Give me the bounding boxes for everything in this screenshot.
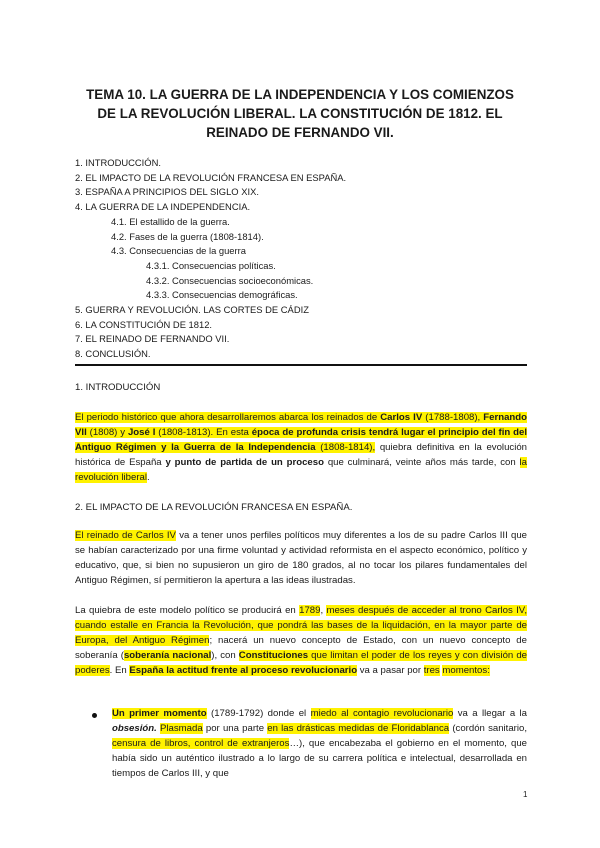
toc-item: 4.1. El estallido de la guerra.: [111, 215, 230, 227]
intro-paragraph: El periodo histórico que ahora desarrollaremos abarca los reinados de Carlos IV (1788-1808), Fernando VII (1808) y José I (1808-1813). En esta época de profunda crisis tendrá lugar el principio del fin del Antiguo Régimen y la Guerra de la Independencia (1808-1814), quiebra definitiva en la evolución histórica de España y punto de partida de un proceso que culminará, veinte años más tarde, con la revolución liberal.: [75, 412, 528, 484]
page-number: 1: [523, 790, 528, 799]
body-paragraph: El reinado de Carlos IV va a tener unos perfiles políticos muy diferentes a los de su padre Carlos III que se habían caracterizado por una firme voluntad y actividad reformista en el aspecto económico, político y educativo, que, si bien no supusieron un giro de 180 grados, al no tocar los pilares fundamentales del Antiguo Régimen, sí permitieron la apertura a las ideas ilustradas.: [75, 530, 527, 587]
toc-item: 4.3. Consecuencias de la guerra: [111, 245, 246, 257]
section-heading: 2. EL IMPACTO DE LA REVOLUCIÓN FRANCESA EN ESPAÑA.: [75, 502, 353, 513]
toc-item: 1. INTRODUCCIÓN.: [75, 157, 161, 168]
toc-item: 4.2. Fases de la guerra (1808-1814).: [111, 230, 264, 242]
toc-item: 7. EL REINADO DE FERNANDO VII.: [75, 333, 230, 345]
toc-item: 2. EL IMPACTO DE LA REVOLUCIÓN FRANCESA EN ESPAÑA.: [75, 171, 347, 183]
toc-item: 6. LA CONSTITUCIÓN DE 1812.: [75, 318, 213, 330]
list-item: Un primer momento (1789-1792) donde el miedo al contagio revolucionario va a llegar a la obsesión. Plasmada por una parte en las drásticas medidas de Floridablanca (cordón sanitario, censura de libros, control de extranjeros…), que encabezaba el gobierno en el momento, que había sido un auténtico ilustrado a lo largo de su carrera política e intelectual, desarrollada en tiempos de Carlos III, y que: [112, 708, 528, 780]
toc-item: 4.3.1. Consecuencias políticas.: [146, 259, 276, 271]
bullet-icon: [92, 713, 97, 718]
toc-item: 4.3.2. Consecuencias socioeconómicas.: [146, 274, 314, 286]
body-paragraph: La quiebra de este modelo político se producirá en 1789, meses después de acceder al trono Carlos IV, cuando estalle en Francia la Revolución, que pondrá las bases de la liquidación, en la mayor parte de Europa, del Antiguo Régimen; nacerá un nuevo concepto de Estado, con un nuevo concepto de soberanía (soberanía nacional), con Constituciones que limitan el poder de los reyes y con división de poderes. En España la actitud frente al proceso revolucionario va a pasar por tres momentos:: [75, 605, 528, 677]
section-heading: 1. INTRODUCCIÓN: [75, 382, 161, 393]
toc-item: 4.3.3. Consecuencias demográficas.: [146, 289, 298, 301]
toc-item: 8. CONCLUSIÓN.: [75, 348, 151, 360]
toc-item: 3. ESPAÑA A PRINCIPIOS DEL SIGLO XIX.: [75, 186, 259, 198]
divider: [75, 364, 527, 366]
toc-item: 4. LA GUERRA DE LA INDEPENDENCIA.: [75, 201, 251, 213]
table-of-contents: [75, 156, 346, 362]
toc-item: 5. GUERRA Y REVOLUCIÓN. LAS CORTES DE CÁDIZ: [75, 304, 309, 316]
document-title: TEMA 10. LA GUERRA DE LA INDEPENDENCIA Y LOS COMIENZOS DE LA REVOLUCIÓN LIBERAL. LA CONSTITUCIÓN DE 1812. EL REINADO DE FERNANDO VII.: [86, 87, 514, 140]
